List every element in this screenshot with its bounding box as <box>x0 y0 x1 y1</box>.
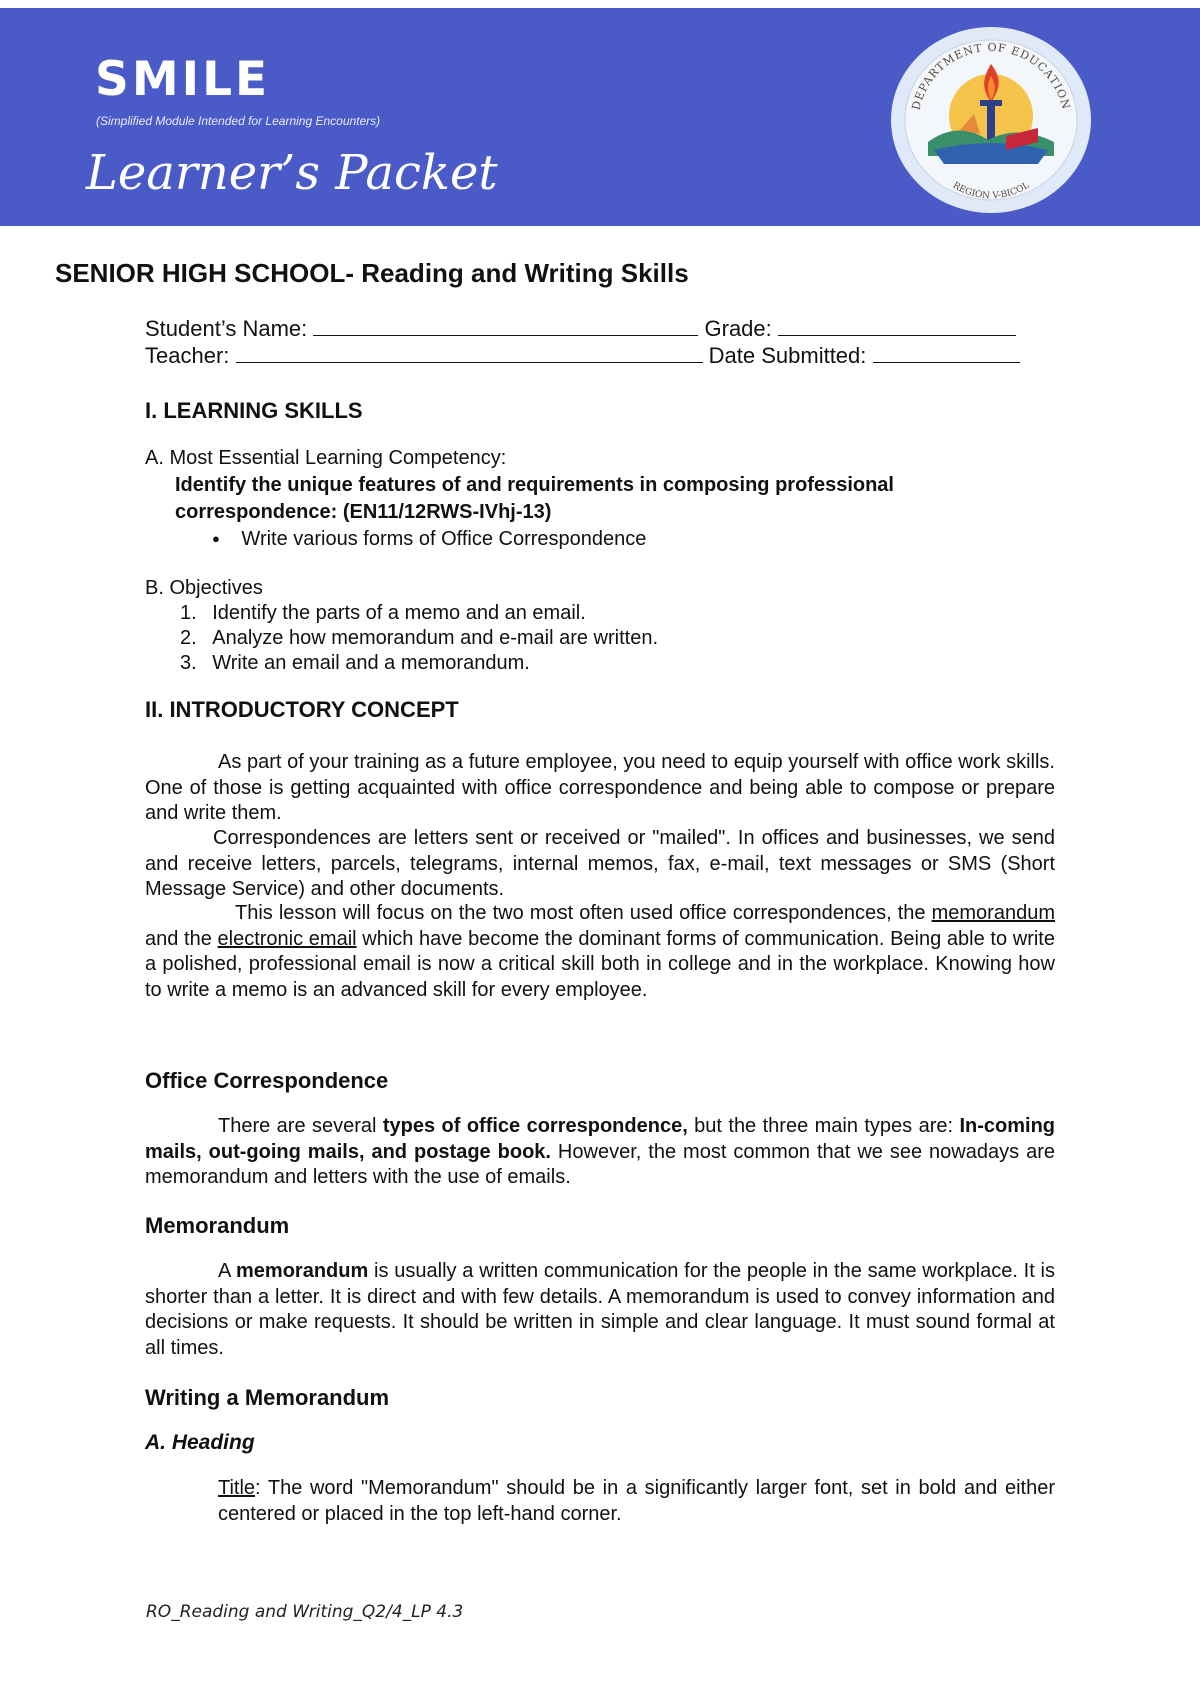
packet-title: Learner’s Packet <box>86 145 498 201</box>
objective-number: 2. <box>180 627 197 649</box>
page-title <box>55 258 689 289</box>
electronic-email-term: electronic email <box>217 927 357 950</box>
objective-item <box>180 626 658 651</box>
objective-text: Identify the parts of a memo and an email. <box>212 602 586 624</box>
memo-text: is usually a written communication for the people in the same workplace. It is shorter than a letter. It is direct and with few details. A memorandum is used to convey information and decisions or make requests. It should be written in simple and clear language. It must sound formal at all times. <box>145 1260 1055 1359</box>
bullet-text: Write various forms of Office Correspondence <box>241 528 647 550</box>
competency-line-1: Identify the unique features of and requirements in composing professional <box>175 474 894 496</box>
memorandum-term: memorandum <box>931 902 1055 924</box>
competency-line-2: correspondence: (EN11/12RWS-IVhj-13) <box>175 501 552 523</box>
objective-number: 3. <box>180 652 197 674</box>
office-correspondence-heading: Office Correspondence <box>145 1068 389 1093</box>
section-introductory-concept-heading: II. INTRODUCTORY CONCEPT <box>145 697 459 722</box>
date-submitted-label: Date Submitted: <box>708 343 867 368</box>
office-bold-text: In-coming mails, out-going mails, and postage book. <box>145 1115 1056 1163</box>
competency-label: A. Most Essential Learning Competency: <box>145 447 507 469</box>
student-name-label: Student’s Name: <box>145 316 308 341</box>
office-text: but the three main types are: <box>687 1115 960 1137</box>
brand-subtitle: (Simplified Module Intended for Learning Encounters) <box>96 114 381 128</box>
title-instruction-paragraph <box>218 1476 1055 1527</box>
intro-p3-text: and the <box>145 927 218 950</box>
objectives-label: B. Objectives <box>145 577 263 599</box>
seal-text-bottom: REGION V-BICOL <box>950 180 1032 202</box>
date-submitted-field[interactable] <box>873 342 1020 363</box>
intro-p3-text: which have become the dominant forms of communication. Being able to write a polished, professional email is now a critical skill both in college and in the workplace. Knowing how to write a memo is an advanced skill for every employee. <box>145 927 1055 1001</box>
objective-item <box>180 601 586 626</box>
heading-subsection-title: A. Heading <box>145 1431 255 1454</box>
memo-text: A <box>218 1260 237 1282</box>
intro-paragraph-3 <box>145 901 1055 1003</box>
competency-bullet-item <box>212 527 646 553</box>
intro-paragraph-1: As part of your training as a future employee, you need to equip yourself with office work skills. One of those is getting acquainted with office correspondence and being able to compose or prepare and write them. <box>145 751 1055 825</box>
office-correspondence-paragraph <box>145 1114 1055 1191</box>
memorandum-paragraph <box>145 1259 1055 1361</box>
title-instruction-text: : The word "Memorandum" should be in a significantly larger font, set in bold and either centered or placed in the top left-hand corner. <box>218 1477 1055 1525</box>
memo-bold-text: memorandum <box>236 1260 369 1282</box>
page-footer: RO_Reading and Writing_Q2/4_LP 4.3 <box>146 1602 464 1622</box>
bullet-icon: ● <box>212 531 220 546</box>
title-prefix: SENIOR HIGH SCHOOL- <box>55 258 355 288</box>
objective-item <box>180 651 530 676</box>
deped-seal-icon <box>888 24 1094 216</box>
title-term: Title <box>218 1477 256 1499</box>
office-text: There are several <box>218 1115 383 1137</box>
title-subject: Reading and Writing Skills <box>354 258 689 288</box>
teacher-field[interactable] <box>236 342 703 363</box>
grade-label: Grade: <box>704 316 772 341</box>
student-name-row <box>145 315 1016 342</box>
writing-memorandum-heading: Writing a Memorandum <box>145 1385 390 1410</box>
brand-logo-text: SMILE <box>95 52 271 107</box>
teacher-label: Teacher: <box>145 343 230 368</box>
grade-field[interactable] <box>778 315 1016 336</box>
office-bold-text: types of office correspondence, <box>382 1115 688 1137</box>
memorandum-heading: Memorandum <box>145 1213 290 1238</box>
section-learning-skills-heading: I. LEARNING SKILLS <box>145 398 363 423</box>
intro-paragraph-2: Correspondences are letters sent or received or "mailed". In offices and businesses, we send and receive letters, parcels, telegrams, internal memos, fax, e-mail, text messages or SMS (Short Message Service) and other documents. <box>145 827 1055 901</box>
objective-text: Analyze how memorandum and e-mail are written. <box>212 627 659 649</box>
office-text: However, the most common that we see nowadays are memorandum and letters with the use of emails. <box>145 1140 1055 1189</box>
teacher-row <box>145 342 1020 369</box>
objective-text: Write an email and a memorandum. <box>212 652 530 674</box>
objective-number: 1. <box>180 602 197 624</box>
student-name-field[interactable] <box>313 315 698 336</box>
intro-p3-text: This lesson will focus on the two most often used office correspondences, the <box>235 902 932 924</box>
seal-text-top: DEPARTMENT OF EDUCATION <box>909 40 1073 112</box>
